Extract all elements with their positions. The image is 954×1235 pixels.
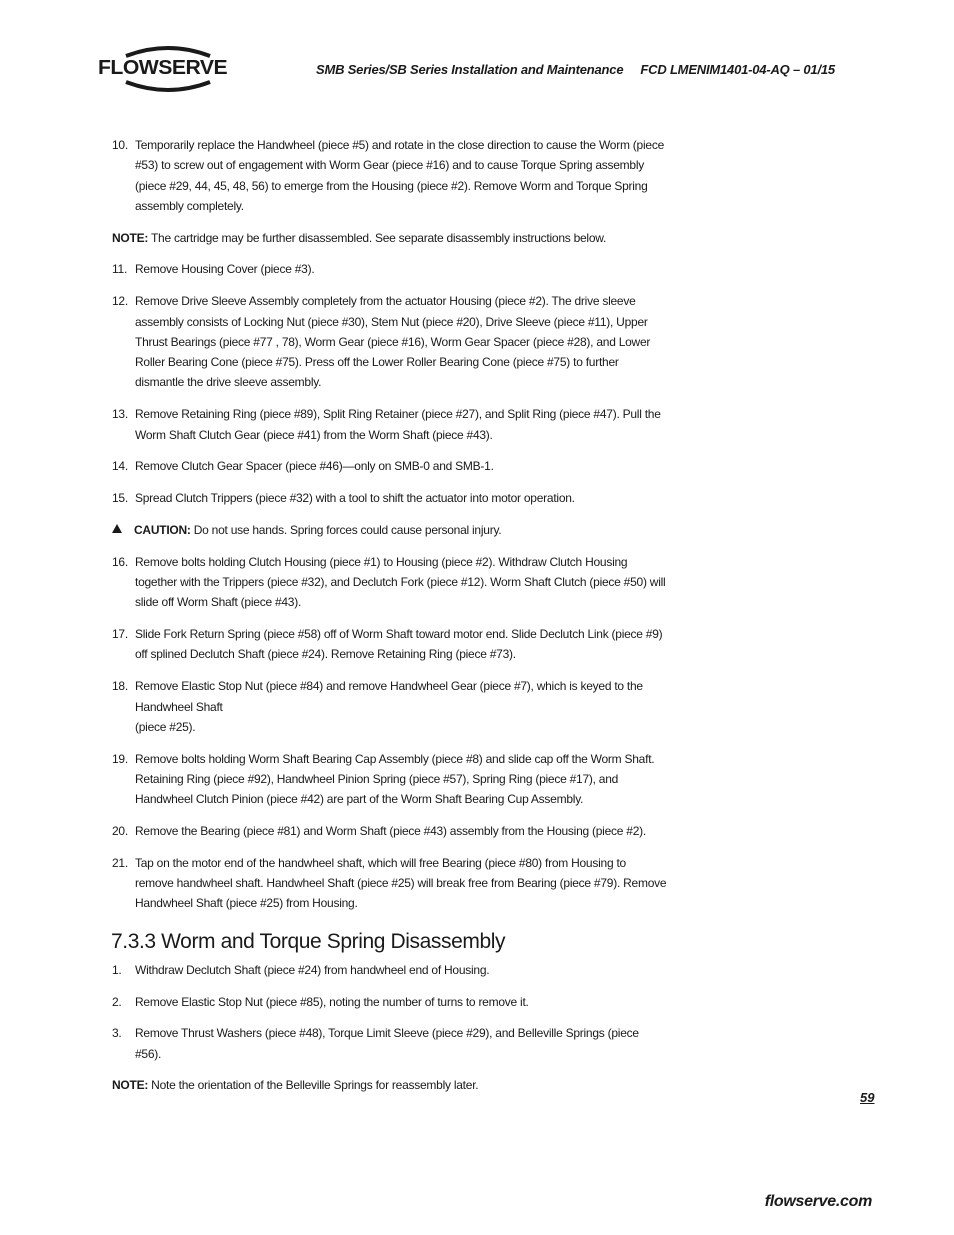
note-label: NOTE: bbox=[112, 1078, 149, 1093]
steps-list-b bbox=[112, 259, 667, 508]
step-number: 12. bbox=[112, 294, 128, 309]
steps-list-d bbox=[112, 960, 667, 1064]
step-text: Remove Clutch Gear Spacer (piece #46)—only on SMB-0 and SMB-1. bbox=[135, 459, 494, 474]
note-text: The cartridge may be further disassembled. See separate disassembly instructions below. bbox=[148, 230, 607, 245]
note-label: NOTE: bbox=[112, 230, 149, 245]
list-item bbox=[112, 488, 667, 508]
step-text: Remove Thrust Washers (piece #48), Torque Limit Sleeve (piece #29), and Belleville Springs (piece #56). bbox=[135, 1026, 639, 1061]
list-item bbox=[112, 749, 667, 810]
caution-label: CAUTION: bbox=[134, 522, 191, 537]
note-text: Note the orientation of the Belleville Springs for reassembly later. bbox=[148, 1078, 479, 1093]
footer-url-link[interactable]: flowserve.com bbox=[764, 1193, 872, 1210]
list-item bbox=[112, 135, 667, 216]
list-item bbox=[112, 624, 667, 665]
list-item bbox=[112, 291, 667, 392]
caution-text: Do not use hands. Spring forces could cause personal injury. bbox=[190, 522, 502, 537]
step-number: 2. bbox=[112, 994, 122, 1009]
section-heading: 7.3.3 Worm and Torque Spring Disassembly bbox=[111, 929, 506, 953]
step-number: 21. bbox=[112, 855, 128, 870]
step-number: 18. bbox=[112, 679, 128, 694]
list-item bbox=[112, 552, 667, 613]
list-item bbox=[112, 456, 667, 476]
list-item bbox=[112, 960, 667, 980]
step-number: 14. bbox=[112, 459, 128, 474]
step-text: Withdraw Declutch Shaft (piece #24) from handwheel end of Housing. bbox=[135, 962, 490, 977]
step-text: Remove Retaining Ring (piece #89), Split Ring Retainer (piece #27), and Split Ring (piece #47). Pull the Worm Shaft Clutch Gear (piece #41) from the Worm Shaft (piece #43). bbox=[135, 407, 661, 442]
step-number: 20. bbox=[112, 824, 128, 839]
note-block bbox=[112, 228, 667, 248]
logo-wordmark: FLOWSERVE bbox=[98, 57, 228, 79]
list-item bbox=[112, 853, 667, 914]
flowserve-logo bbox=[98, 44, 238, 96]
list-item bbox=[112, 821, 667, 841]
step-number: 16. bbox=[112, 554, 128, 569]
step-number: 19. bbox=[112, 751, 128, 766]
step-number: 3. bbox=[112, 1026, 122, 1041]
page-content bbox=[112, 135, 667, 1107]
list-item bbox=[112, 1023, 667, 1064]
step-text: Tap on the motor end of the handwheel shaft, which will free Bearing (piece #80) from Housing to remove handwheel shaft. Handwheel Shaft (piece #25) will break free from Bearing (piece #79). Remove Handwheel Shaft (piece #25) from Housing. bbox=[135, 855, 667, 911]
step-text: Slide Fork Return Spring (piece #58) off of Worm Shaft toward motor end. Slide Declutch Link (piece #9) off splined Declutch Shaft (piece #24). Remove Retaining Ring (piece #73). bbox=[135, 627, 663, 662]
caution-block bbox=[112, 520, 667, 540]
step-text: Remove Elastic Stop Nut (piece #85), noting the number of turns to remove it. bbox=[135, 994, 529, 1009]
step-number: 15. bbox=[112, 491, 128, 506]
step-number: 1. bbox=[112, 962, 122, 977]
step-number: 11. bbox=[112, 262, 128, 277]
step-text: Remove Drive Sleeve Assembly completely from the actuator Housing (piece #2). The drive sleeve assembly consists of Locking Nut (piece #30), Stem Nut (piece #20), Drive Sleeve (piece #11), Upper Thrust Bearings (piece #77 , 78), Worm Gear (piece #16), Worm Gear Spacer (piece #28), and Lower Roller Bearing Cone (piece #75). Press off the Lower Roller Bearing Cone (piece #75) to further dismantle the drive sleeve assembly. bbox=[135, 294, 651, 390]
step-text: Spread Clutch Trippers (piece #32) with a tool to shift the actuator into motor operation. bbox=[135, 491, 575, 506]
list-item bbox=[112, 404, 667, 445]
warning-triangle-icon bbox=[112, 524, 122, 533]
step-number: 17. bbox=[112, 627, 128, 642]
step-number: 13. bbox=[112, 407, 128, 422]
step-text: Remove Elastic Stop Nut (piece #84) and remove Handwheel Gear (piece #7), which is keyed to the Handwheel Shaft (piece #25). bbox=[135, 679, 643, 734]
step-text: Remove the Bearing (piece #81) and Worm Shaft (piece #43) assembly from the Housing (piece #2). bbox=[135, 824, 646, 839]
steps-list-a bbox=[112, 135, 667, 216]
steps-list-c bbox=[112, 552, 667, 914]
step-number: 10. bbox=[112, 138, 128, 152]
step-text: Temporarily replace the Handwheel (piece #5) and rotate in the close direction to cause the Worm (piece #53) to screw out of engagement with Worm Gear (piece #16) and to cause Torque Spring assembly (piece #29, 44, 45, 48, 56) to emerge from the Housing (piece #2). Remove Worm and Torque Spring assembly completely. bbox=[135, 138, 664, 213]
note-block bbox=[112, 1075, 667, 1095]
step-text: Remove Housing Cover (piece #3). bbox=[135, 262, 315, 277]
list-item bbox=[112, 259, 667, 279]
list-item bbox=[112, 992, 667, 1012]
step-text: Remove bolts holding Clutch Housing (piece #1) to Housing (piece #2). Withdraw Clutch Housing together with the Trippers (piece #32), and Declutch Fork (piece #12). Worm Shaft Clutch (piece #50) will slide off Worm Shaft (piece #43). bbox=[135, 554, 666, 610]
step-text: Remove bolts holding Worm Shaft Bearing Cap Assembly (piece #8) and slide cap off the Worm Shaft. Retaining Ring (piece #92), Handwheel Pinion Spring (piece #57), Spring Ring (piece #17), and Handwheel Clutch Pinion (piece #42) are part of the Worm Shaft Bearing Cup Assembly. bbox=[135, 751, 655, 807]
document-header-title: SMB Series/SB Series Installation and Maintenance FCD LMENIM1401-04-AQ – 01/15 bbox=[316, 62, 835, 77]
page-number: 59 bbox=[860, 1090, 875, 1105]
list-item bbox=[112, 676, 667, 737]
